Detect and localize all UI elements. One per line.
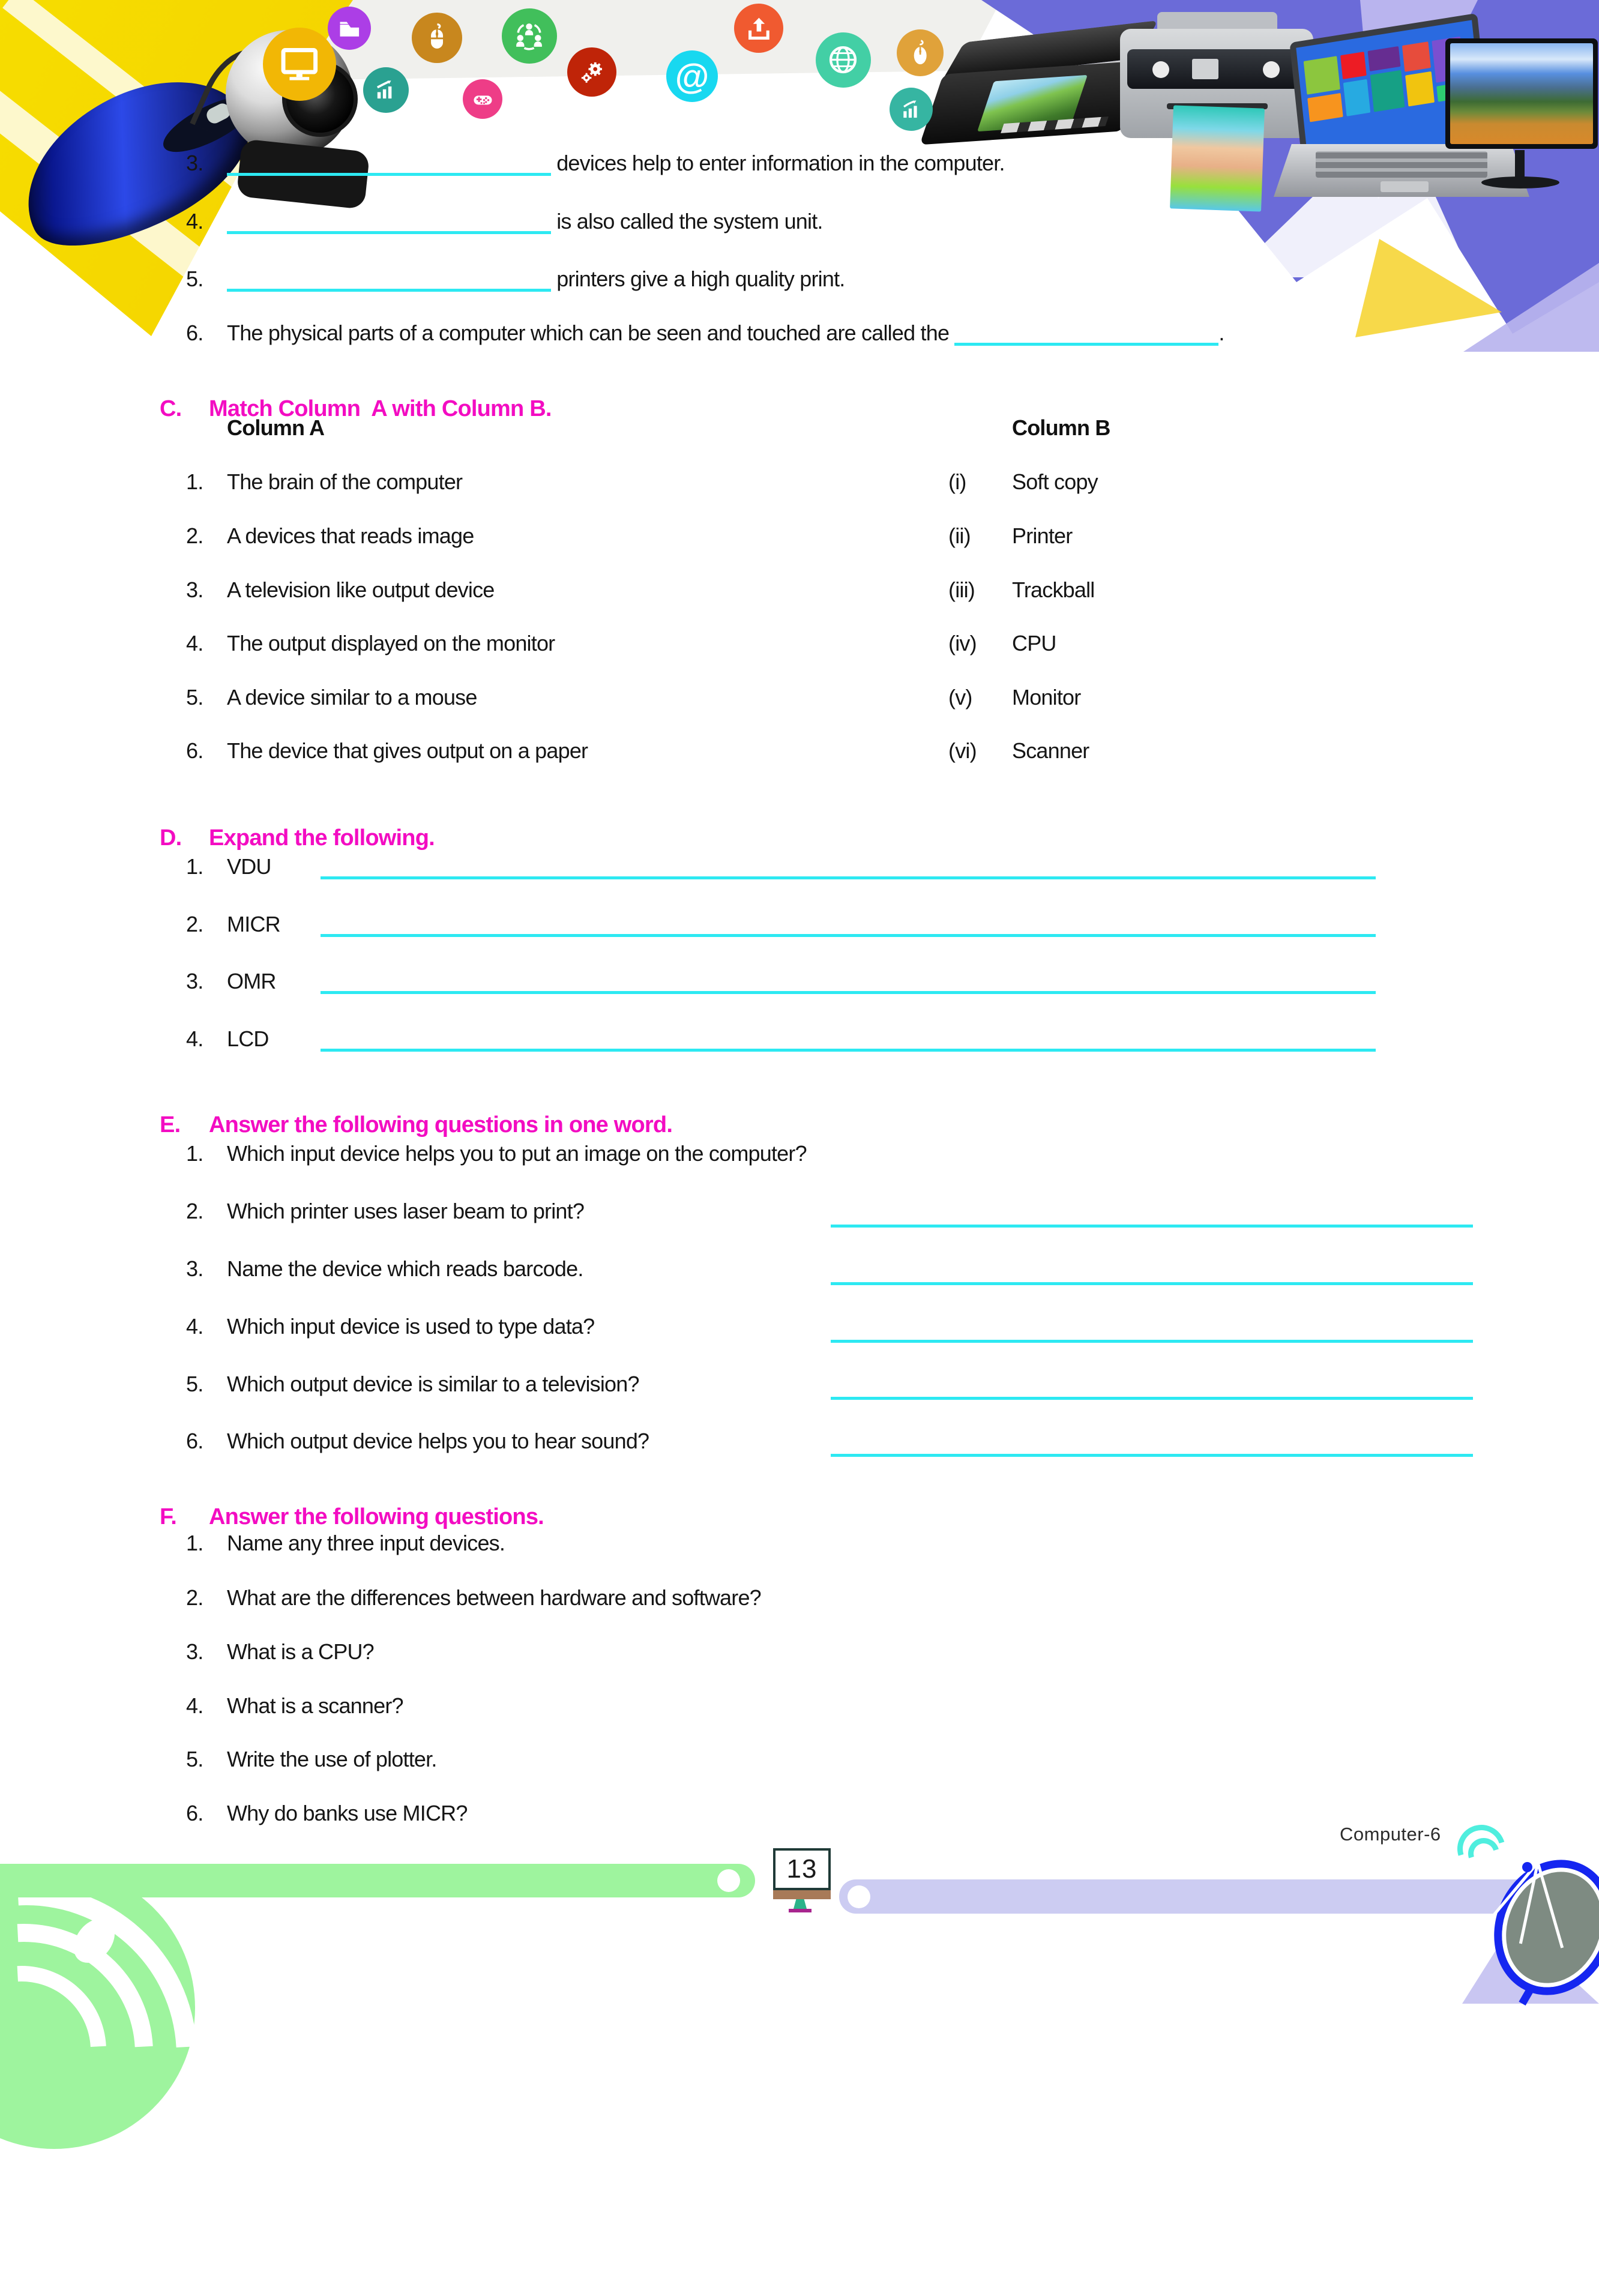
item-text: Which output device helps you to hear sound? [227,1429,649,1453]
item-text: Which printer uses laser beam to print? [227,1199,585,1223]
upload-icon [734,4,783,53]
match-row-b [948,684,1080,711]
start-tile [1402,41,1431,72]
item-text: What is a scanner? [227,1693,403,1718]
folder-icon [328,7,371,50]
item-text: Why do banks use MICR? [227,1801,468,1825]
item-text: CPU [1012,631,1056,655]
item-text: Soft copy [1012,469,1098,494]
growth-chart-icon [363,67,409,113]
start-tile [1307,93,1343,122]
answer-blank [227,211,551,234]
globe-icon [816,32,871,88]
start-tile [1343,79,1370,116]
question-row [186,1313,594,1340]
item-text: The output displayed on the monitor [227,631,555,655]
monitor-base [1481,176,1559,188]
item-numeral: (ii) [948,523,971,548]
scanner-illustration [932,30,1148,150]
start-tile [1367,46,1400,71]
printer-display [1192,59,1218,79]
question-row [186,1428,649,1454]
answer-blank [321,971,1376,994]
item-text: Scanner [1012,738,1089,763]
gamepad-icon [463,79,502,119]
section-title: Match Column A with Column B. [209,396,552,421]
fill-in-item [186,208,823,235]
monitor-stand [1515,150,1525,178]
column-a-header: Column A [227,415,325,440]
item-numeral: (v) [948,685,972,710]
page-box-bottom [773,1890,831,1899]
vertical-mouse-icon [897,29,944,76]
answer-blank [831,1282,1473,1285]
item-number: 5. [186,1747,203,1771]
answer-blank [831,1397,1473,1400]
item-number: 4. [186,209,203,234]
match-row-a [186,469,462,495]
item-number: 6. [186,738,203,763]
item-numeral: (iii) [948,577,975,602]
printer-photo-output [1170,105,1265,211]
item-number: 3. [186,969,203,993]
item-number: 6. [186,1429,203,1453]
item-text: printers give a high quality print. [556,267,845,291]
item-number: 2. [186,1199,203,1223]
item-text: is also called the system unit. [556,209,823,234]
book-label: Computer-6 [1340,1824,1441,1845]
item-text: A television like output device [227,577,495,602]
match-row-b [948,523,1072,549]
expand-row [186,968,1376,995]
lavender-bar-hole [848,1885,870,1908]
question-row [186,1693,403,1719]
dish-feed-dot [1522,1862,1532,1872]
expand-row [186,854,1376,880]
laptop-trackpad [1381,181,1429,192]
question-row [186,1639,374,1665]
item-number: 2. [186,523,203,548]
monitor-icon [263,28,336,101]
item-text: A device similar to a mouse [227,685,477,710]
item-number: 4. [186,631,203,655]
question-row [186,1585,761,1611]
item-number: 1. [186,1531,203,1555]
start-tile [1304,56,1340,94]
item-number: 3. [186,1639,203,1664]
question-row [186,1530,505,1556]
section-letter: F. [160,1504,176,1529]
item-text: The brain of the computer [227,469,463,494]
item-number: 5. [186,685,203,710]
match-row-b [948,630,1056,657]
column-b-header: Column B [1012,415,1110,440]
expand-row [186,911,1376,938]
answer-blank [831,1225,1473,1228]
section-c-heading [136,367,552,450]
match-row-a [186,684,477,711]
item-numeral: (vi) [948,738,977,763]
gears-icon [567,47,616,97]
acronym: LCD [227,1026,269,1051]
match-row-a [186,523,474,549]
item-text: Trackball [1012,577,1095,602]
match-row-a [186,738,588,764]
section-letter: C. [160,396,182,421]
question-row [186,1256,583,1282]
at-icon: @ [666,50,718,102]
item-text: Name any three input devices. [227,1531,505,1555]
item-number: 4. [186,1693,203,1718]
item-text: The device that gives output on a paper [227,738,588,763]
item-text: Which output device is similar to a television? [227,1372,639,1396]
fill-in-item [186,150,1005,176]
match-row-a [186,630,555,657]
mouse-icon [412,13,462,63]
item-text: What is a CPU? [227,1639,374,1664]
people-network-icon [502,8,557,64]
question-row [186,1198,584,1225]
question-row [186,1140,807,1167]
start-tile [1405,71,1435,107]
section-letter: D. [160,825,182,851]
item-text: What are the differences between hardware and software? [227,1585,761,1610]
section-letter: E. [160,1112,181,1137]
item-number: 6. [186,1801,203,1825]
item-suffix: . [1218,321,1224,345]
match-row-b [948,469,1098,495]
answer-blank [321,1028,1376,1052]
expand-row [186,1026,1376,1052]
answer-blank [831,1340,1473,1343]
answer-blank [831,1454,1473,1457]
item-text: Monitor [1012,685,1081,710]
item-text: devices help to enter information in the computer. [556,151,1005,175]
page-box-stand [793,1899,807,1909]
start-tile [1370,70,1405,112]
monitor-frame [1445,38,1598,149]
match-row-b [948,577,1095,603]
monitor-illustration [1445,38,1599,206]
item-text: A devices that reads image [227,523,474,548]
fill-in-item [186,266,845,292]
dish-strut [1536,1861,1564,1948]
match-row-a [186,577,495,603]
item-numeral: (iv) [948,631,977,655]
page-number-box [773,1848,831,1890]
item-text: Name the device which reads barcode. [227,1256,583,1281]
printer-knob [1152,61,1169,78]
item-number: 2. [186,1585,203,1610]
section-title: Answer the following questions. [209,1504,544,1529]
page-number: 13 [786,1854,818,1884]
item-number: 4. [186,1314,203,1339]
bar-chart-icon [890,88,933,131]
item-number: 6. [186,321,203,345]
item-number: 4. [186,1026,203,1051]
answer-blank [321,856,1376,879]
page-box-base [789,1909,812,1912]
footer-lavender-bar [839,1879,1599,1914]
answer-blank [227,152,551,176]
fill-in-item [186,320,1224,346]
section-title: Expand the following. [209,825,435,851]
match-row-b [948,738,1089,764]
item-number: 5. [186,1372,203,1396]
answer-blank [954,322,1218,346]
item-number: 1. [186,1141,203,1166]
item-number: 3. [186,577,203,602]
item-number: 3. [186,1256,203,1281]
answer-blank [321,914,1376,937]
item-number: 1. [186,854,203,879]
item-text: Which input device helps you to put an image on the computer? [227,1141,807,1166]
answer-blank [227,268,551,292]
footer-green-bar [0,1864,755,1897]
item-number: 1. [186,469,203,494]
acronym: MICR [227,912,280,936]
monitor-screen [1450,43,1593,144]
item-number: 5. [186,267,203,291]
item-numeral: (i) [948,469,966,494]
question-row [186,1746,437,1773]
item-text: Which input device is used to type data? [227,1314,595,1339]
item-text: Printer [1012,523,1073,548]
section-title: Answer the following questions in one word. [209,1112,673,1137]
item-number: 2. [186,912,203,936]
start-tile [1340,52,1367,79]
item-text: The physical parts of a computer which can be seen and touched are called the [227,321,950,345]
question-row [186,1371,639,1397]
item-number: 3. [186,151,203,175]
acronym: OMR [227,969,276,993]
question-row [186,1800,468,1827]
acronym: VDU [227,854,271,879]
item-text: Write the use of plotter. [227,1747,437,1771]
green-bar-hole [717,1869,740,1892]
